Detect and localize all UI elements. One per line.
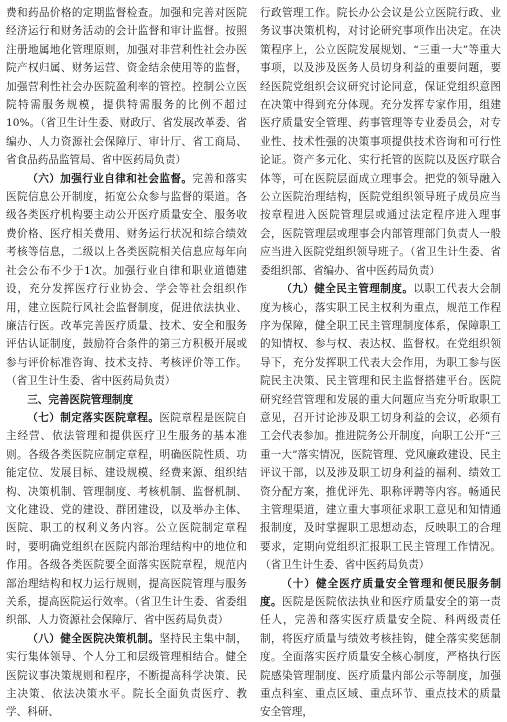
paragraph-body: 以职工代表大会制度为核心，落实职工民主权利为重点，规范工作程序为保障，健全职工民主管理制度体系，保障职工的知情权、参与权、表达权、监督权。在党组织领导下，充分发挥职工代表大会作用，为职工参与医院民主决策、民主管理和民主监督搭建平台。医院研究经营管理和发展的重大问题应当充分听取职工意见，召开讨论涉及职工切身利益的会议，必须有工会代表参加。推进院务公开制度，向职工公开“三重一大”落实情况，医院管理、党风廉政建设、民主评议干部，以及涉及职工切身利益的福利、绩效工资分配方案，推优评先、职称评聘等内容。畅通民主管理渠道，建立重大事项征求职工意见和知情通报制度，及时掌握职工思想动态，反映职工的合理要求，定期向党组织汇报职工民主管理工作情况。（省卫生计生委、省中医药局负责） <box>260 283 502 572</box>
paragraph-heading: （八）健全医院决策机制。 <box>27 632 160 645</box>
left-column <box>6 4 248 719</box>
numbered-paragraph <box>260 575 501 722</box>
paragraph-body: 完善和落实医院信息公开制度，拓宽公众参与监督的渠道。各级各类医疗机构要主动公开医疗质量安全、服务收费价格、医疗相关费用、财务运行状况和综合绩效考核等信息，二级以上各类医院相关信息应每年向社会公布不少于1次。加强行业自律和职业道德建设，充分发挥医疗行业协会、学会等社会组织作用，建立医院行风社会监督制度，促进依法执业、廉洁行医。改革完善医疗质量、技术、安全和服务评估认证制度，鼓励符合条件的第三方积极开展或参与评价标准咨询、技术支持、考核评价等工作。（省卫生计生委、省中医药局负责） <box>6 172 247 388</box>
numbered-paragraph <box>6 409 247 630</box>
paragraph-heading: （十）健全医疗质量安全管理和便民服务制度。 <box>260 577 501 608</box>
paragraph-body: 医院章程是医院自主经营、依法管理和提供医疗卫生服务的基本准则。各级各类医院应制定章程，明确医院性质、功能定位、发展目标、建设规模、经费来源、组织结构、决策机制、管理制度、考核机制、监督机制、文化建设、党的建设、群团建设，以及举办主体、医院、职工的权利义务内容。公立医院制定章程时，要明确党组织在医院内部治理结构中的地位和作用。各级各类医院要全面落实医院章程，规范内部治理结构和权力运行规则，提高医院管理与服务关系，提高医院运行效率。（省卫生计生委、省委组织部、人力资源社会保障厅、省中医药局负责） <box>6 411 248 627</box>
numbered-paragraph <box>6 630 247 722</box>
paragraph-heading: （七）制定落实医院章程。 <box>27 411 160 424</box>
paragraph-continued: 费和药品价格的定期监督检查。加强和完善对医院经济运行和财务活动的会计监督和审计监督。按照注册地属地化管理原则，加强对非营利性社会办医院产权归属、财务运营、资金结余使用等的监督，加强营利性社会办医院盈利率的管控。控制公立医院特需服务规模，提供特需服务的比例不超过10%。（省卫生计生委、财政厅、省发展改革委、省编办、人力资源社会保障厅、审计厅、省工商局、省食品药品监管局、省中医药局负责） <box>6 7 247 167</box>
right-column <box>260 4 502 719</box>
paragraph-body: 医院是医院依法执业和医疗质量安全的第一责任人，完善和落实医疗质量安全院、科两级责任制，将医疗质量与绩效考核挂钩，健全落实奖惩制度。全面落实医疗质量安全核心制度，严格执行医院感染管理制度、医疗质量内部公示等制度，加强重点科室、重点区域、重点环节、重点技术的质量安全管理， <box>260 596 502 719</box>
paragraph-body: 坚持民主集中制，实行集体领导、个人分工和层级管理相结合。健全医院议事决策规则和程序，不断提高科学决策、民主决策、依法决策水平。院长全面负责医疗、教学、科研、 <box>6 632 248 719</box>
paragraph-continued: 行政管理工作。院长办公会议是公立医院行政、业务议事决策机构，对讨论研究事项作出决定。在决策程序上，公立医院发展规划、“三重一大”等重大事项，以及涉及医务人员切身利益的重要问题，要经医院党组织会议研究讨论同意，保证党组织意图在决策中得到充分体现。充分发挥专家作用，组建医疗质量安全管理、药事管理等专业委员会，对专业性、技术性强的决策事项提供技术咨询和可行性论证。资产多元化、实行托管的医院以及医疗联合体等，可在医院层面成立理事会。把党的领导融入公立医院治理结构，医院党组织领导班子成员应当按章程进入医院管理层或通过法定程序进入理事会，医院管理层或理事会内部管理部门负责人一般应当进入医院党组织领导班子。（省卫生计生委、省委组织部、省编办、省中医药局负责） <box>260 7 501 277</box>
paragraph-heading: （九）健全民主管理制度。 <box>281 283 414 296</box>
section-heading: 三、完善医院管理制度 <box>27 393 134 406</box>
paragraph-heading: （六）加强行业自律和社会监督。 <box>27 172 193 185</box>
numbered-paragraph <box>260 280 501 575</box>
numbered-paragraph <box>6 170 247 391</box>
